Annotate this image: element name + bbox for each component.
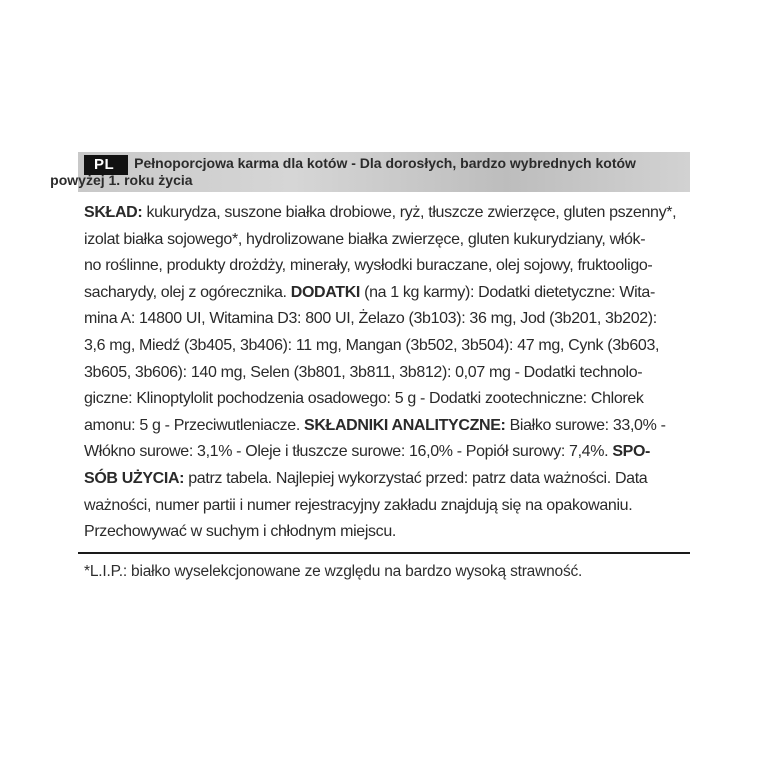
composition-line xyxy=(84,280,690,307)
composition-line: mina A: 14800 UI, Witamina D3: 800 UI, Żelazo (3b103): 36 mg, Jod (3b201, 3b202): xyxy=(84,310,657,328)
composition-line xyxy=(84,413,690,440)
analytical-heading: SKŁADNIKI ANALITYCZNE: xyxy=(304,416,506,434)
composition-text-segment: Białko surowe: 33,0% - xyxy=(505,416,666,434)
composition-line xyxy=(84,466,690,493)
product-title-line2: powyżej 1. roku życia xyxy=(50,172,193,188)
footnote: *L.I.P.: białko wyselekcjonowane ze względu na bardzo wysoką strawność. xyxy=(84,562,583,580)
usage-heading-part2: SÓB UŻYCIA: xyxy=(84,469,185,487)
composition-line: ważności, numer partii i numer rejestracyjny zakładu znajdują się na opakowaniu. xyxy=(84,496,633,514)
composition-text xyxy=(78,200,690,546)
composition-line: izolat białka sojowego*, hydrolizowane białka zwierzęce, gluten kukurydziany, włók- xyxy=(84,230,646,248)
composition-line xyxy=(84,200,690,227)
composition-line: Przechowywać w suchym i chłodnym miejscu. xyxy=(84,523,396,541)
composition-text-segment: patrz tabela. Najlepiej wykorzystać przed: patrz data ważności. Data xyxy=(184,469,648,487)
composition-heading: SKŁAD: xyxy=(84,204,143,221)
label-header xyxy=(50,152,690,192)
composition-text-segment: kukurydza, suszone białka drobiowe, ryż, tłuszcze zwierzęce, gluten pszenny*, xyxy=(142,204,677,221)
divider-line xyxy=(78,552,690,554)
usage-heading-part1: SPO- xyxy=(612,443,651,461)
product-label xyxy=(50,152,690,583)
composition-text-segment: Włókno surowe: 3,1% - Oleje i tłuszcze surowe: 16,0% - Popiół surowy: 7,4%. xyxy=(84,443,613,461)
composition-text-segment: amonu: 5 g - Przeciwutleniacze. xyxy=(84,416,305,434)
product-title-line1: Pełnoporcjowa karma dla kotów - Dla dorosłych, bardzo wybrednych kotów xyxy=(134,155,636,171)
composition-line: giczne: Klinoptylolit pochodzenia osadowego: 5 g - Dodatki zootechniczne: Chlorek xyxy=(84,390,644,408)
language-badge: PL xyxy=(84,155,128,175)
composition-text-segment: sacharydy, olej z ogórecznika. xyxy=(84,283,291,301)
composition-line xyxy=(84,439,690,466)
composition-text-segment: (na 1 kg karmy): Dodatki dietetyczne: Wita- xyxy=(360,283,655,301)
composition-line: 3,6 mg, Miedź (3b405, 3b406): 11 mg, Mangan (3b502, 3b504): 47 mg, Cynk (3b603, xyxy=(84,336,660,354)
composition-line: no roślinne, produkty drożdży, minerały, wysłodki buraczane, olej sojowy, fruktooligo- xyxy=(84,257,653,275)
additives-heading: DODATKI xyxy=(290,283,360,301)
composition-line: 3b605, 3b606): 140 mg, Selen (3b801, 3b811, 3b812): 0,07 mg - Dodatki technolo- xyxy=(84,363,643,381)
